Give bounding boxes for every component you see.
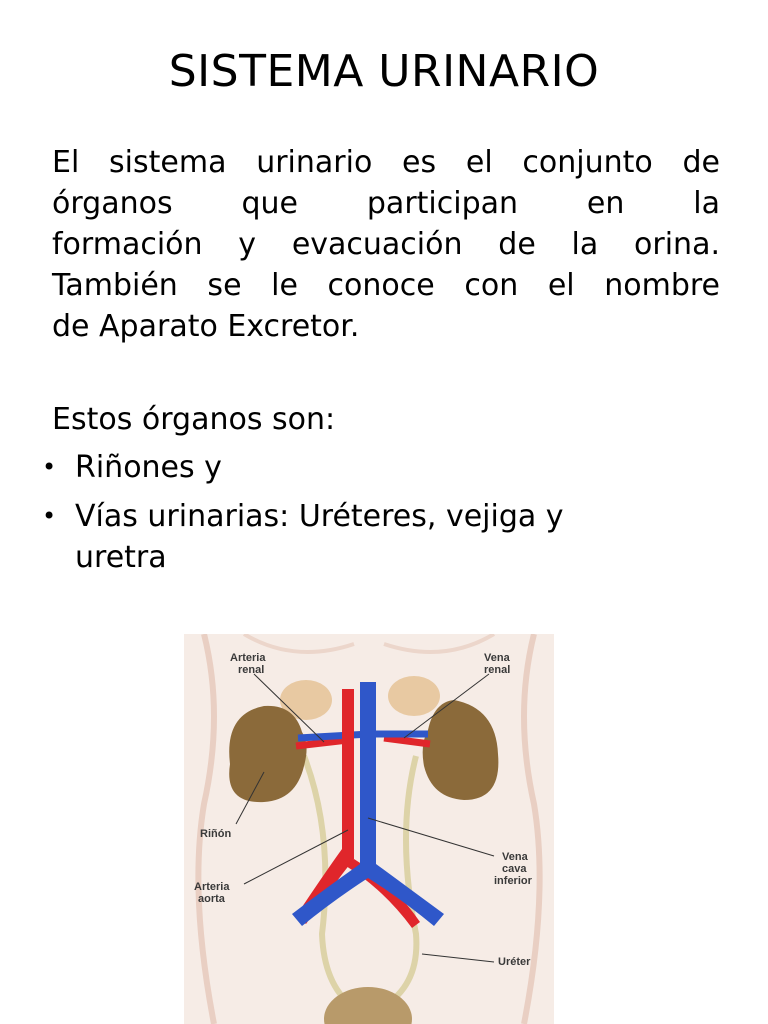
intro-line: de Aparato Excretor. (52, 309, 360, 344)
anatomy-diagram (184, 634, 554, 1024)
label-arteria-renal: Arteria (230, 652, 266, 664)
intro-line: También se le conoce con el nombre (52, 268, 720, 303)
intro-line: órganos que participan en la (52, 186, 720, 221)
label-vena-renal: Vena (484, 652, 510, 664)
list-item-text: Riñones y (75, 450, 222, 485)
renal-vein-left (298, 734, 370, 738)
intro-paragraph (52, 142, 720, 347)
list-item (30, 496, 730, 578)
label-vena-cava: inferior (494, 875, 532, 887)
adrenal-gland-right (388, 676, 440, 716)
label-arteria-renal: renal (238, 664, 265, 676)
label-rinon: Riñón (200, 828, 232, 840)
list-item-text: Vías urinarias: Uréteres, vejiga y (75, 499, 564, 534)
organs-lead: Estos órganos son: (52, 402, 336, 437)
label-arteria-aorta: aorta (198, 893, 225, 905)
list-item-text-continued: uretra (75, 540, 167, 575)
label-vena-renal: renal (484, 664, 511, 676)
slide-title: SISTEMA URINARIO (168, 46, 600, 97)
bullet-icon: • (42, 502, 57, 530)
intro-line: El sistema urinario es el conjunto de (52, 145, 720, 180)
label-vena-cava: Vena (502, 851, 528, 863)
label-vena-cava: cava (502, 863, 527, 875)
organ-list (30, 447, 730, 586)
label-ureter: Uréter (498, 956, 531, 968)
list-item (30, 447, 730, 488)
bullet-icon: • (42, 453, 57, 481)
intro-line: formación y evacuación de la orina. (52, 227, 720, 262)
urinary-system-illustration (184, 634, 554, 1024)
label-arteria-aorta: Arteria (194, 881, 230, 893)
